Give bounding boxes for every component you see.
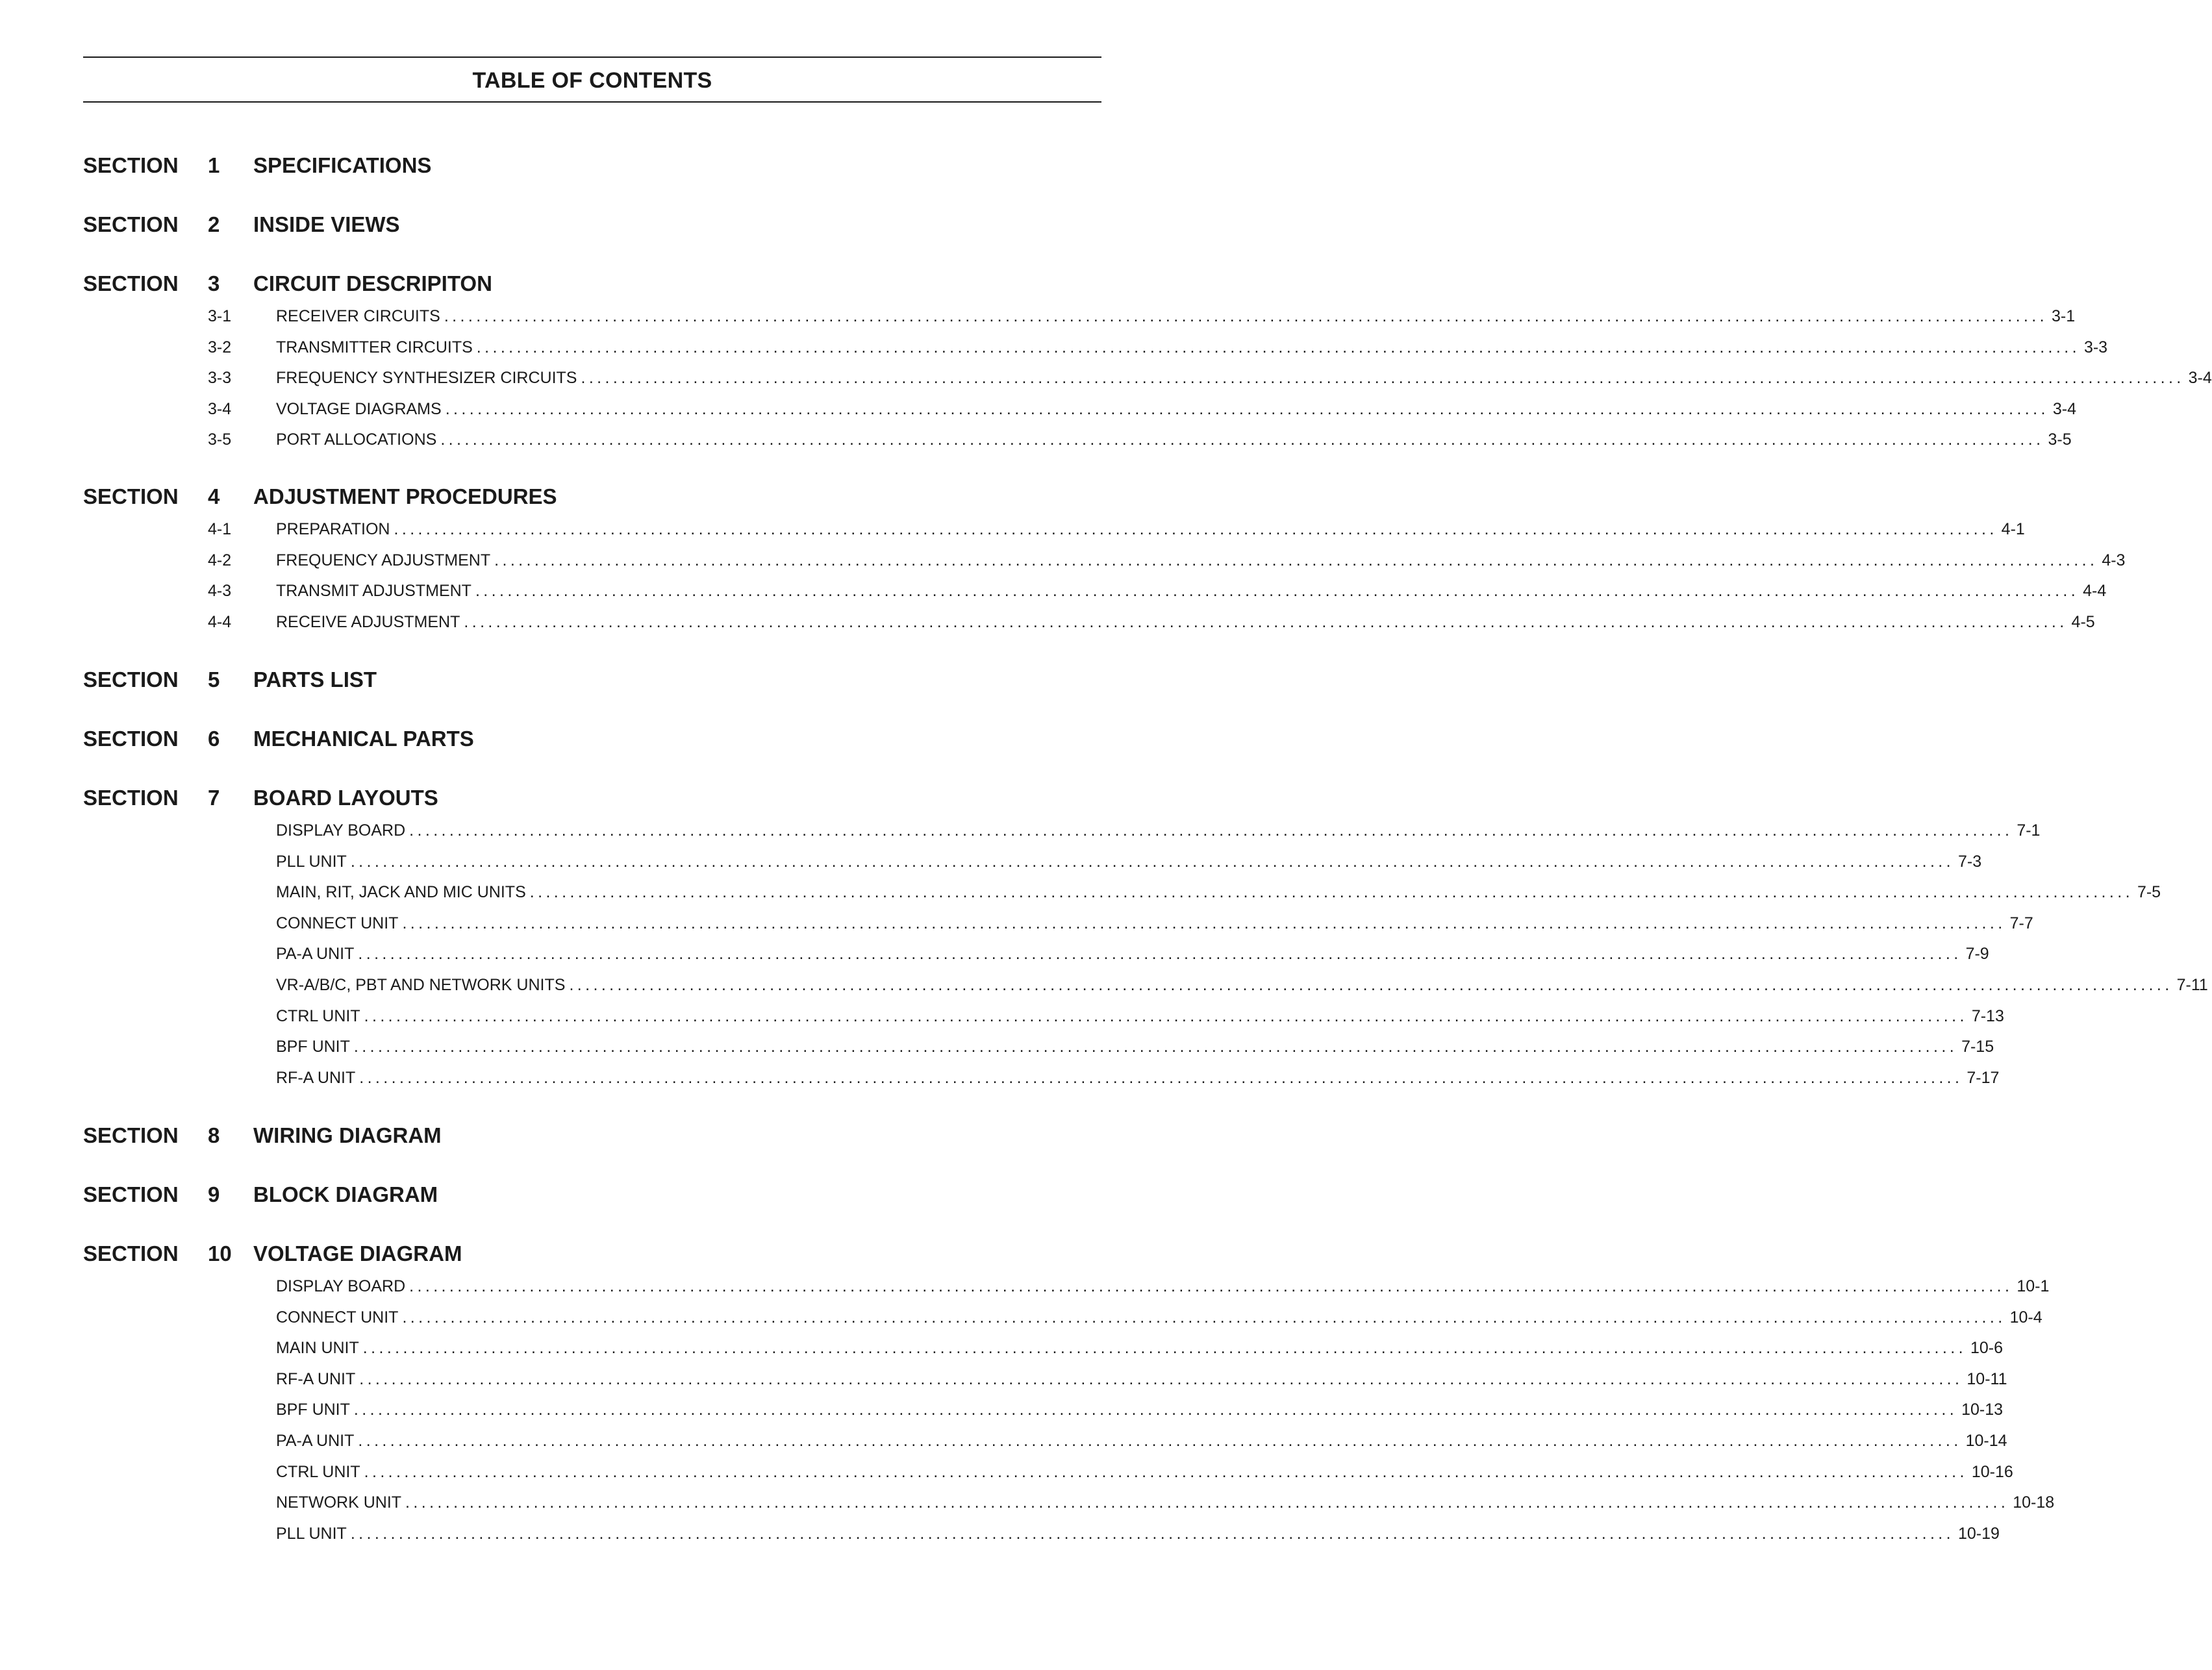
entry-row bbox=[276, 821, 2041, 840]
entry-label: FREQUENCY ADJUSTMENT bbox=[276, 551, 491, 569]
section-title: CIRCUIT DESCRIPITON bbox=[253, 271, 492, 295]
dot-leader: ........................................................................................................................................................................................................ bbox=[440, 430, 2044, 449]
entry-label: TRANSMIT ADJUSTMENT bbox=[276, 582, 471, 601]
entry-row bbox=[276, 1277, 2050, 1296]
entry-page-number: 4-3 bbox=[2102, 551, 2126, 569]
section-number: 3 bbox=[208, 271, 220, 295]
dot-leader: ........................................................................................................................................................................................................ bbox=[445, 399, 2049, 418]
entry-number: 3-1 bbox=[208, 307, 232, 325]
entry-row bbox=[276, 883, 2161, 902]
entry-row bbox=[276, 551, 2126, 570]
entry-page-number: 10-18 bbox=[2013, 1493, 2055, 1512]
entry-page-number: 3-1 bbox=[2051, 307, 2076, 325]
entry-label: RECEIVER CIRCUITS bbox=[276, 307, 440, 325]
entry-row bbox=[276, 1038, 1994, 1056]
section-word: SECTION bbox=[83, 1123, 179, 1147]
section-title: WIRING DIAGRAM bbox=[253, 1123, 442, 1147]
entry-page-number: 10-4 bbox=[2009, 1308, 2042, 1327]
entry-page-number: 7-13 bbox=[1971, 1006, 2004, 1025]
entry-page-number: 10-11 bbox=[1967, 1369, 2007, 1388]
entry-label: MAIN UNIT bbox=[276, 1339, 359, 1358]
section-number: 5 bbox=[208, 667, 220, 692]
dot-leader: ........................................................................................................................................................................................................ bbox=[402, 1308, 2006, 1327]
entry-number: 3-2 bbox=[208, 338, 232, 356]
entry-page-number: 7-1 bbox=[2017, 821, 2041, 840]
section-word: SECTION bbox=[83, 153, 179, 177]
entry-label: CTRL UNIT bbox=[276, 1462, 360, 1481]
entry-page-number: 10-6 bbox=[1970, 1339, 2003, 1358]
top-rule bbox=[83, 56, 1101, 58]
entry-page-number: 10-19 bbox=[1958, 1524, 2000, 1543]
entry-label: BPF UNIT bbox=[276, 1401, 350, 1419]
dot-leader: ........................................................................................................................................................................................................ bbox=[353, 1038, 1958, 1056]
section-title: MECHANICAL PARTS bbox=[253, 727, 474, 751]
entry-label: RF-A UNIT bbox=[276, 1369, 356, 1388]
dot-leader: ........................................................................................................................................................................................................ bbox=[409, 1277, 2013, 1295]
entry-row bbox=[276, 399, 2076, 419]
entry-page-number: 10-13 bbox=[1961, 1401, 2004, 1419]
entry-row bbox=[276, 1462, 2013, 1482]
dot-leader: ........................................................................................................................................................................................................ bbox=[350, 1524, 1954, 1543]
dot-leader: ........................................................................................................................................................................................................ bbox=[358, 945, 1962, 964]
dot-leader: ........................................................................................................................................................................................................ bbox=[464, 612, 2068, 631]
dot-leader: ........................................................................................................................................................................................................ bbox=[581, 369, 2185, 388]
dot-leader: ........................................................................................................................................................................................................ bbox=[569, 976, 2173, 994]
entry-label: VR-A/B/C, PBT AND NETWORK UNITS bbox=[276, 976, 566, 994]
section-title: VOLTAGE DIAGRAM bbox=[253, 1241, 462, 1265]
entry-row bbox=[276, 1006, 2004, 1026]
entry-row bbox=[276, 612, 2095, 632]
dot-leader: ........................................................................................................................................................................................................ bbox=[394, 520, 1998, 538]
entry-page-number: 7-5 bbox=[2137, 883, 2161, 902]
section-title: PARTS LIST bbox=[253, 667, 377, 692]
section-word: SECTION bbox=[83, 667, 179, 692]
entry-page-number: 4-5 bbox=[2071, 612, 2095, 631]
entry-label: NETWORK UNIT bbox=[276, 1493, 402, 1512]
entry-label: PA-A UNIT bbox=[276, 945, 355, 964]
entry-row bbox=[276, 1068, 2000, 1088]
entry-page-number: 3-4 bbox=[2188, 369, 2212, 388]
entry-row bbox=[276, 945, 1989, 964]
entry-page-number: 3-4 bbox=[2052, 399, 2076, 418]
dot-leader: ........................................................................................................................................................................................................ bbox=[444, 307, 2048, 325]
section-word: SECTION bbox=[83, 484, 179, 508]
entry-row bbox=[276, 1524, 2000, 1543]
entry-row bbox=[276, 1493, 2055, 1512]
entry-page-number: 7-3 bbox=[1958, 852, 1982, 871]
section-title: ADJUSTMENT PROCEDURES bbox=[253, 484, 557, 508]
dot-leader: ........................................................................................................................................................................................................ bbox=[353, 1401, 1958, 1419]
dot-leader: ........................................................................................................................................................................................................ bbox=[529, 883, 2133, 902]
entry-number: 4-1 bbox=[208, 520, 232, 538]
entry-label: CTRL UNIT bbox=[276, 1006, 360, 1025]
entry-row bbox=[276, 1369, 2007, 1389]
section-title: BOARD LAYOUTS bbox=[253, 786, 438, 810]
entry-row bbox=[276, 369, 2212, 388]
entry-page-number: 7-17 bbox=[1967, 1068, 2000, 1087]
section-title: SPECIFICATIONS bbox=[253, 153, 432, 177]
dot-leader: ........................................................................................................................................................................................................ bbox=[358, 1432, 1962, 1450]
section-title: INSIDE VIEWS bbox=[253, 212, 400, 236]
dot-leader: ........................................................................................................................................................................................................ bbox=[494, 551, 2098, 569]
entry-row bbox=[276, 914, 2033, 933]
section-number: 7 bbox=[208, 786, 220, 810]
section-title: BLOCK DIAGRAM bbox=[253, 1182, 438, 1206]
entry-number: 4-2 bbox=[208, 551, 232, 569]
dot-leader: ........................................................................................................................................................................................................ bbox=[476, 338, 2080, 356]
section-word: SECTION bbox=[83, 1241, 179, 1265]
dot-leader: ........................................................................................................................................................................................................ bbox=[402, 914, 2006, 932]
entry-page-number: 10-14 bbox=[1965, 1432, 2007, 1450]
entry-page-number: 10-1 bbox=[2017, 1277, 2050, 1295]
dot-leader: ........................................................................................................................................................................................................ bbox=[364, 1006, 1968, 1025]
dot-leader: ........................................................................................................................................................................................................ bbox=[362, 1339, 1967, 1358]
entry-label: TRANSMITTER CIRCUITS bbox=[276, 338, 473, 356]
entry-label: CONNECT UNIT bbox=[276, 914, 399, 932]
dot-leader: ........................................................................................................................................................................................................ bbox=[405, 1493, 2009, 1512]
dot-leader: ........................................................................................................................................................................................................ bbox=[409, 821, 2013, 840]
entry-row bbox=[276, 307, 2076, 326]
entry-label: CONNECT UNIT bbox=[276, 1308, 399, 1327]
entry-page-number: 7-7 bbox=[2009, 914, 2033, 932]
entry-number: 3-4 bbox=[208, 399, 232, 418]
bottom-rule bbox=[83, 101, 1101, 103]
entry-page-number: 10-16 bbox=[1971, 1462, 2013, 1481]
entry-page-number: 4-1 bbox=[2001, 520, 2025, 538]
section-word: SECTION bbox=[83, 786, 179, 810]
entry-row bbox=[276, 1339, 2003, 1358]
entry-row bbox=[276, 1401, 2004, 1419]
entry-label: RECEIVE ADJUSTMENT bbox=[276, 612, 460, 631]
entry-number: 4-4 bbox=[208, 612, 232, 631]
entry-row bbox=[276, 852, 1982, 871]
entry-label: FREQUENCY SYNTHESIZER CIRCUITS bbox=[276, 369, 577, 388]
entry-page-number: 3-3 bbox=[2083, 338, 2108, 356]
dot-leader: ........................................................................................................................................................................................................ bbox=[359, 1369, 1963, 1388]
entry-label: DISPLAY BOARD bbox=[276, 1277, 406, 1295]
entry-row bbox=[276, 430, 2072, 449]
entry-label: PORT ALLOCATIONS bbox=[276, 430, 437, 449]
entry-row bbox=[276, 520, 2025, 539]
dot-leader: ........................................................................................................................................................................................................ bbox=[475, 582, 2080, 601]
entry-page-number: 3-5 bbox=[2048, 430, 2072, 449]
section-number: 4 bbox=[208, 484, 220, 508]
entry-page-number: 7-11 bbox=[2176, 976, 2208, 994]
entry-label: DISPLAY BOARD bbox=[276, 821, 406, 840]
dot-leader: ........................................................................................................................................................................................................ bbox=[364, 1462, 1968, 1481]
entry-row bbox=[276, 338, 2108, 357]
entry-row bbox=[276, 976, 2208, 995]
entry-page-number: 4-4 bbox=[2083, 582, 2107, 601]
entry-number: 3-5 bbox=[208, 430, 232, 449]
section-word: SECTION bbox=[83, 1182, 179, 1206]
entry-label: MAIN, RIT, JACK AND MIC UNITS bbox=[276, 883, 526, 902]
dot-leader: ........................................................................................................................................................................................................ bbox=[350, 852, 1954, 871]
entry-label: PLL UNIT bbox=[276, 852, 347, 871]
entry-label: VOLTAGE DIAGRAMS bbox=[276, 399, 442, 418]
entry-label: RF-A UNIT bbox=[276, 1068, 356, 1087]
section-word: SECTION bbox=[83, 727, 179, 751]
entry-label: PLL UNIT bbox=[276, 1524, 347, 1543]
section-number: 10 bbox=[208, 1241, 232, 1265]
section-word: SECTION bbox=[83, 212, 179, 236]
entry-page-number: 7-15 bbox=[1961, 1038, 1994, 1056]
dot-leader: ........................................................................................................................................................................................................ bbox=[359, 1068, 1963, 1087]
section-number: 9 bbox=[208, 1182, 220, 1206]
entry-row bbox=[276, 1432, 2007, 1451]
entry-number: 3-3 bbox=[208, 369, 232, 388]
entry-row bbox=[276, 1308, 2042, 1327]
section-number: 6 bbox=[208, 727, 220, 751]
entry-label: PA-A UNIT bbox=[276, 1432, 355, 1450]
page-title: TABLE OF CONTENTS bbox=[472, 68, 712, 93]
entry-page-number: 7-9 bbox=[1965, 945, 1989, 964]
section-number: 1 bbox=[208, 153, 220, 177]
section-word: SECTION bbox=[83, 271, 179, 295]
section-number: 2 bbox=[208, 212, 220, 236]
entry-row bbox=[276, 582, 2107, 601]
section-number: 8 bbox=[208, 1123, 220, 1147]
entry-label: PREPARATION bbox=[276, 520, 390, 538]
entry-number: 4-3 bbox=[208, 582, 232, 601]
entry-label: BPF UNIT bbox=[276, 1038, 350, 1056]
